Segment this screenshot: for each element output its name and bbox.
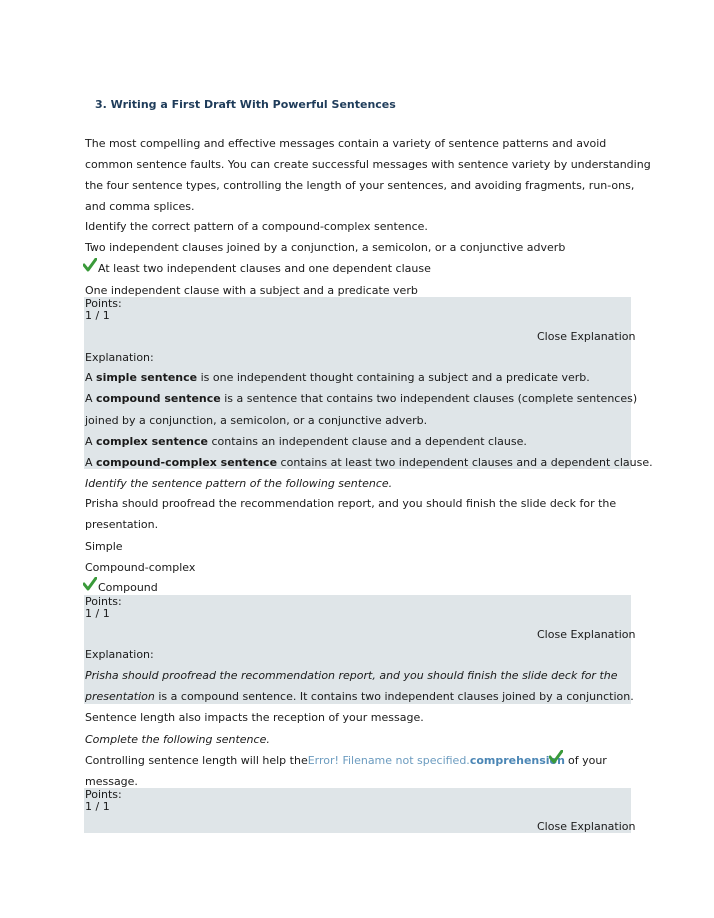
q1-exp-line-5: A compound-complex sentence contains at least two independent clauses and a dependent clause. [85,456,653,469]
q2-option-1[interactable]: Simple [85,540,123,553]
q3-prompt: Complete the following sentence. [85,733,270,746]
q3-close-explanation-link[interactable]: Close Explanation [537,820,636,833]
intro-line-1: The most compelling and effective messages contain a variety of sentence patterns and avoid [85,137,607,150]
q1-exp-line-3: joined by a conjunction, a semicolon, or a conjunctive adverb. [85,414,428,427]
q1-option-1[interactable]: Two independent clauses joined by a conjunction, a semicolon, or a conjunctive adverb [85,241,566,254]
q2-points-value: 1 / 1 [85,607,110,620]
q1-exp-line-1: A simple sentence is one independent thought containing a subject and a predicate verb. [85,371,590,384]
answer-text: comprehension [469,754,565,767]
q3-lead: Sentence length also impacts the reception of your message. [85,711,424,724]
checkmark-icon [83,258,97,272]
q1-points-value: 1 / 1 [85,309,110,322]
q1-points-label: Points: [85,297,122,310]
q2-close-explanation-link[interactable]: Close Explanation [537,628,636,641]
q2-prompt: Identify the sentence pattern of the following sentence. [85,477,393,490]
checkmark-icon [549,750,563,764]
q1-exp-line-2: A compound sentence is a sentence that contains two independent clauses (complete sentences) [85,392,638,405]
section-title: 3. Writing a First Draft With Powerful Sentences [95,98,396,111]
q1-close-explanation-link[interactable]: Close Explanation [537,330,636,343]
error-text: Error! Filename not specified. [307,754,470,767]
q2-points-label: Points: [85,595,122,608]
q1-exp-line-4: A complex sentence contains an independent clause and a dependent clause. [85,435,527,448]
q1-option-2[interactable]: At least two independent clauses and one dependent clause [98,262,431,275]
q2-sentence-line-1: Prisha should proofread the recommendation report, and you should finish the slide deck for the [85,497,617,510]
q3-points-value: 1 / 1 [85,800,110,813]
q1-explanation-label: Explanation: [85,351,154,364]
intro-line-3: the four sentence types, controlling the length of your sentences, and avoiding fragments, run-ons, [85,179,635,192]
q2-option-2[interactable]: Compound-complex [85,561,196,574]
q3-sentence-line-1: Controlling sentence length will help theError! Filename not specified.comprehension [85,754,565,767]
q2-exp-line-2: presentation is a compound sentence. It contains two independent clauses joined by a conjunction. [85,690,634,703]
q1-prompt: Identify the correct pattern of a compound-complex sentence. [85,220,428,233]
q1-option-3[interactable]: One independent clause with a subject and a predicate verb [85,284,418,297]
q3-sentence-tail: of your [568,754,607,767]
q2-exp-line-1: Prisha should proofread the recommendation report, and you should finish the slide deck for the [85,669,618,682]
q2-explanation-label: Explanation: [85,648,154,661]
q3-sentence-line-2: message. [85,775,138,788]
intro-line-2: common sentence faults. You can create successful messages with sentence variety by understanding [85,158,651,171]
q2-explanation-panel [84,595,631,704]
checkmark-icon [83,577,97,591]
q2-option-3[interactable]: Compound [98,581,158,594]
intro-line-4: and comma splices. [85,200,195,213]
q2-sentence-line-2: presentation. [85,518,159,531]
q3-points-label: Points: [85,788,122,801]
